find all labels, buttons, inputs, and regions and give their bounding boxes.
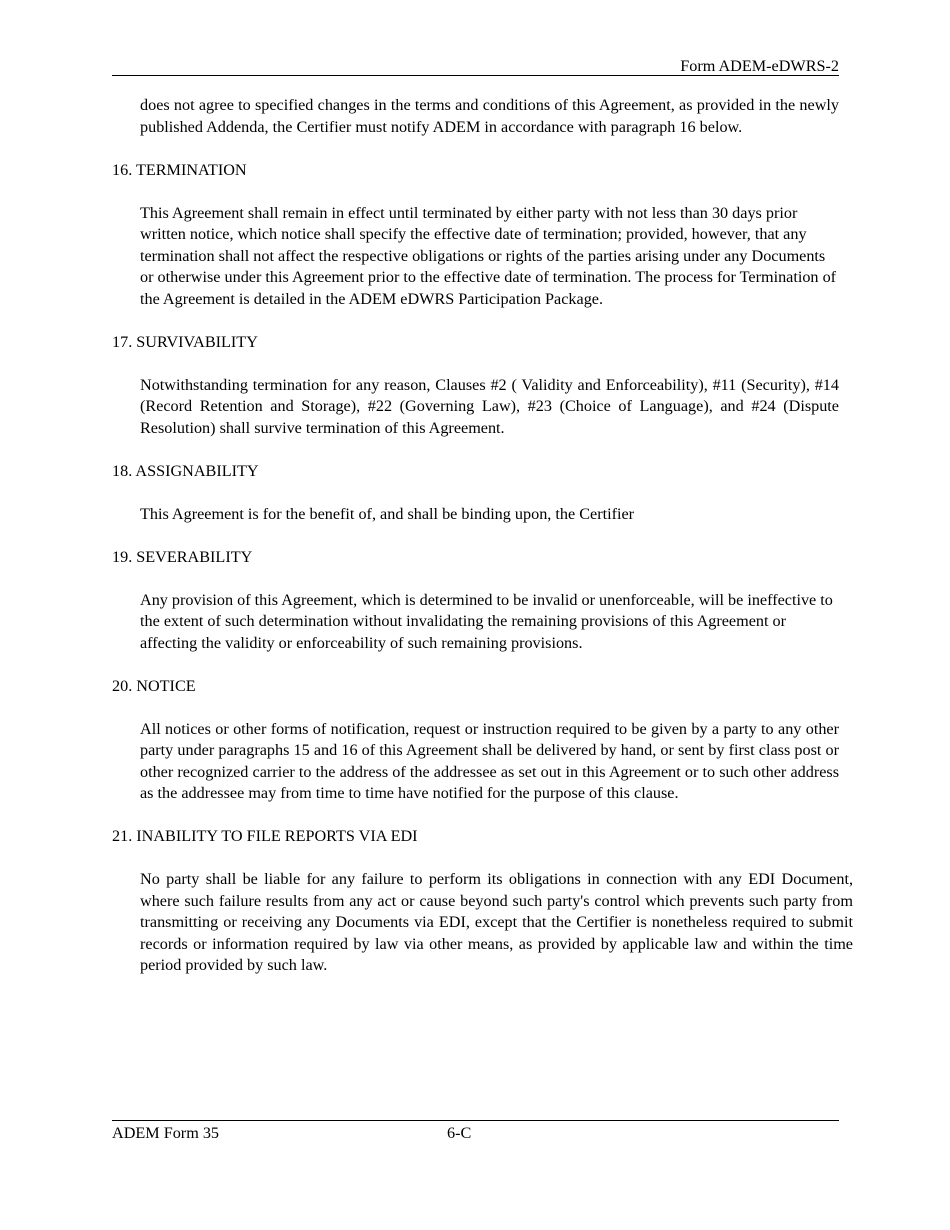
section-21-text: No party shall be liable for any failure to perform its obligations in connection with any EDI Document, where such failure results from any act or cause beyond such party's control which prevents such party from transmitting or receiving any Documents via EDI, except that the Certifier is nonetheless required to submit records or information required by law via other means, as provided by applicable law and within the time period provided by such law.: [140, 870, 853, 974]
page-header-form-id: Form ADEM-eDWRS-2: [680, 57, 839, 75]
section-16-text: This Agreement shall remain in effect until terminated by either party with not less than 30 days prior written notice, which notice shall specify the effective date of termination; provided, however, that any termination shall not affect the respective obligations or rights of the parties arising under any Documents or otherwise under this Agreement prior to the effective date of termination. The process for Termination of the Agreement is detailed in the ADEM eDWRS Participation Package.: [140, 203, 837, 308]
section-21-title: 21. INABILITY TO FILE REPORTS VIA EDI: [112, 827, 418, 845]
section-19-title: 19. SEVERABILITY: [112, 547, 253, 566]
footer-form-name: ADEM Form 35: [112, 1124, 220, 1142]
continuation-paragraph: does not agree to specified changes in the terms and conditions of this Agreement, as provided in the newly published Addenda, the Certifier must notify ADEM in accordance with paragraph 16 below.: [140, 96, 839, 136]
section-20-title: 20. NOTICE: [112, 676, 196, 695]
header-rule: [112, 75, 839, 76]
section-17-text: Notwithstanding termination for any reason, Clauses #2 ( Validity and Enforceability), #11 (Security), #14 (Record Retention and Storage), #22 (Governing Law), #23 (Choice of Language), and #24 (Dispute Resolution) shall survive termination of this Agreement.: [140, 375, 839, 437]
section-16-title: 16. TERMINATION: [112, 160, 247, 179]
section-19-text: Any provision of this Agreement, which is determined to be invalid or unenforceable, will be ineffective to the extent of such determination without invalidating the remaining provisions of this Agreement or affecting the validity or enforceability of such remaining provisions.: [140, 590, 833, 652]
document-body: [112, 95, 853, 998]
section-17-title: 17. SURVIVABILITY: [112, 332, 258, 351]
section-18-text: This Agreement is for the benefit of, and shall be binding upon, the Certifier: [140, 504, 635, 523]
section-18-title: 18. ASSIGNABILITY: [112, 461, 259, 480]
footer-rule: [112, 1120, 839, 1121]
footer-page-number: 6-C: [447, 1124, 472, 1142]
section-20-text: All notices or other forms of notification, request or instruction required to be given by a party to any other party under paragraphs 15 and 16 of this Agreement shall be delivered by hand, or sent by first class post or other recognized carrier to the address of the addressee as set out in this Agreement or to such other address as the addressee may from time to time have notified for the purpose of this clause.: [140, 719, 839, 802]
